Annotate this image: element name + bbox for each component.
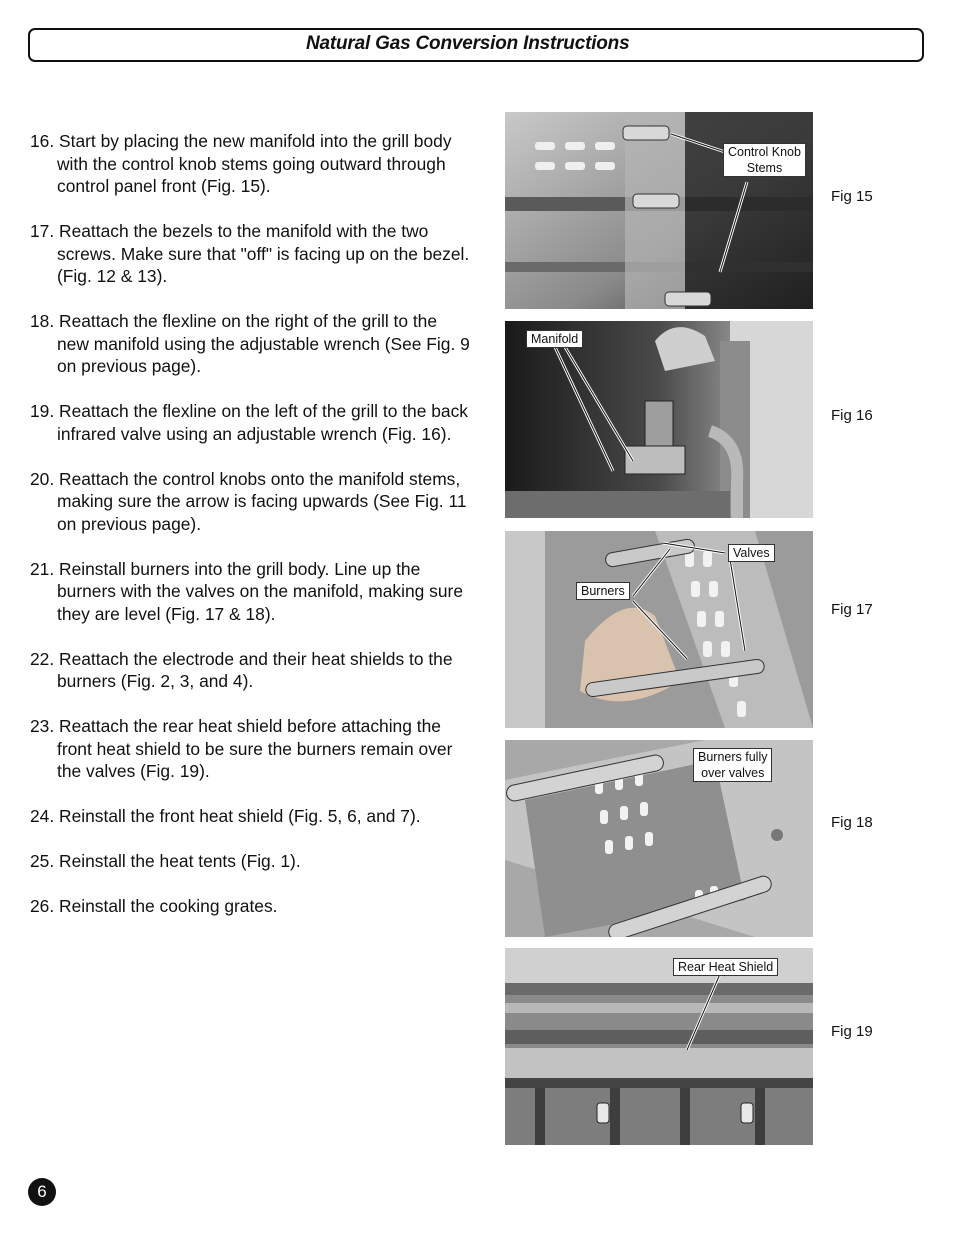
callout-line: over valves — [701, 766, 765, 780]
callout-burners: Burners — [576, 582, 630, 600]
step-number: 23. — [30, 716, 55, 736]
step-text: Reinstall burners into the grill body. Line up the burners with the valves on the manifold, making sure they are level (Fig. 17 & 18). — [57, 558, 463, 624]
figure-15-photo — [505, 112, 813, 309]
step-text: Reattach the flexline on the right of the grill to the new manifold using the adjustable wrench (See Fig. 9 on previous page). — [57, 311, 470, 376]
step-number: 19. — [30, 401, 55, 421]
step-text: Reinstall the heat tents (Fig. 1). — [59, 851, 301, 871]
figure-17-photo — [505, 531, 813, 728]
rear-heat-shield-photo — [505, 948, 813, 1145]
fig-18-label: Fig 18 — [831, 814, 873, 831]
step-25 — [30, 850, 470, 873]
step-18 — [30, 310, 470, 378]
step-text: Start by placing the new manifold into the grill body with the control knob stems going outward through control panel front (Fig. 15). — [57, 131, 452, 196]
step-16 — [30, 130, 470, 198]
figure-18-photo — [505, 740, 813, 937]
step-number: 24. — [30, 806, 55, 826]
callout-line: Control Knob — [728, 145, 801, 159]
step-24 — [30, 805, 470, 828]
callout-valves: Valves — [728, 544, 775, 562]
step-text: Reattach the flexline on the left of the grill to the back infrared valve using an adjustable wrench (Fig. 16). — [57, 401, 468, 444]
callout-burners-fully-over-valves — [693, 748, 772, 782]
step-number: 26. — [30, 896, 55, 916]
step-number: 22. — [30, 648, 55, 669]
fig-17-label: Fig 17 — [831, 601, 873, 618]
page-number: 6 — [28, 1178, 56, 1206]
header-banner — [28, 28, 924, 62]
step-number: 16. — [30, 131, 55, 151]
step-number: 25. — [30, 851, 55, 871]
step-text: Reattach the rear heat shield before attaching the front heat shield to be sure the burners remain over the valves (Fig. 19). — [57, 716, 453, 781]
step-23 — [30, 715, 470, 783]
step-text: Reattach the bezels to the manifold with the two screws. Make sure that "off" is facing up on the bezel. (Fig. 12 & 13). — [57, 221, 470, 286]
callout-manifold: Manifold — [526, 330, 583, 348]
step-number: 21. — [30, 558, 55, 579]
fig-19-label: Fig 19 — [831, 1023, 873, 1040]
callout-rear-heat-shield: Rear Heat Shield — [673, 958, 778, 976]
step-21 — [30, 558, 470, 626]
callout-control-knob-stems — [723, 143, 806, 177]
step-number: 20. — [30, 468, 55, 489]
step-text: Reattach the electrode and their heat shields to the burners (Fig. 2, 3, and 4). — [57, 648, 453, 691]
step-20 — [30, 468, 470, 536]
callout-line: Burners fully — [698, 750, 768, 764]
step-22 — [30, 648, 470, 693]
page-title: Natural Gas Conversion Instructions — [306, 33, 630, 54]
step-text: Reinstall the cooking grates. — [59, 896, 278, 916]
step-number: 18. — [30, 311, 55, 331]
step-19 — [30, 400, 470, 445]
step-text: Reattach the control knobs onto the manifold stems, making sure the arrow is facing upwards (See Fig. 11 on previous page). — [57, 468, 467, 534]
figure-16-photo — [505, 321, 813, 518]
fig-15-label: Fig 15 — [831, 188, 873, 205]
figure-19-photo — [505, 948, 813, 1145]
instruction-list — [30, 130, 470, 940]
step-number: 17. — [30, 221, 55, 241]
step-17 — [30, 220, 470, 288]
fig-16-label: Fig 16 — [831, 407, 873, 424]
flexline-valve-photo — [505, 321, 813, 518]
callout-line: Stems — [746, 161, 783, 175]
step-26 — [30, 895, 470, 918]
step-text: Reinstall the front heat shield (Fig. 5, 6, and 7). — [59, 806, 421, 826]
manifold-knob-stems-photo — [505, 112, 813, 309]
